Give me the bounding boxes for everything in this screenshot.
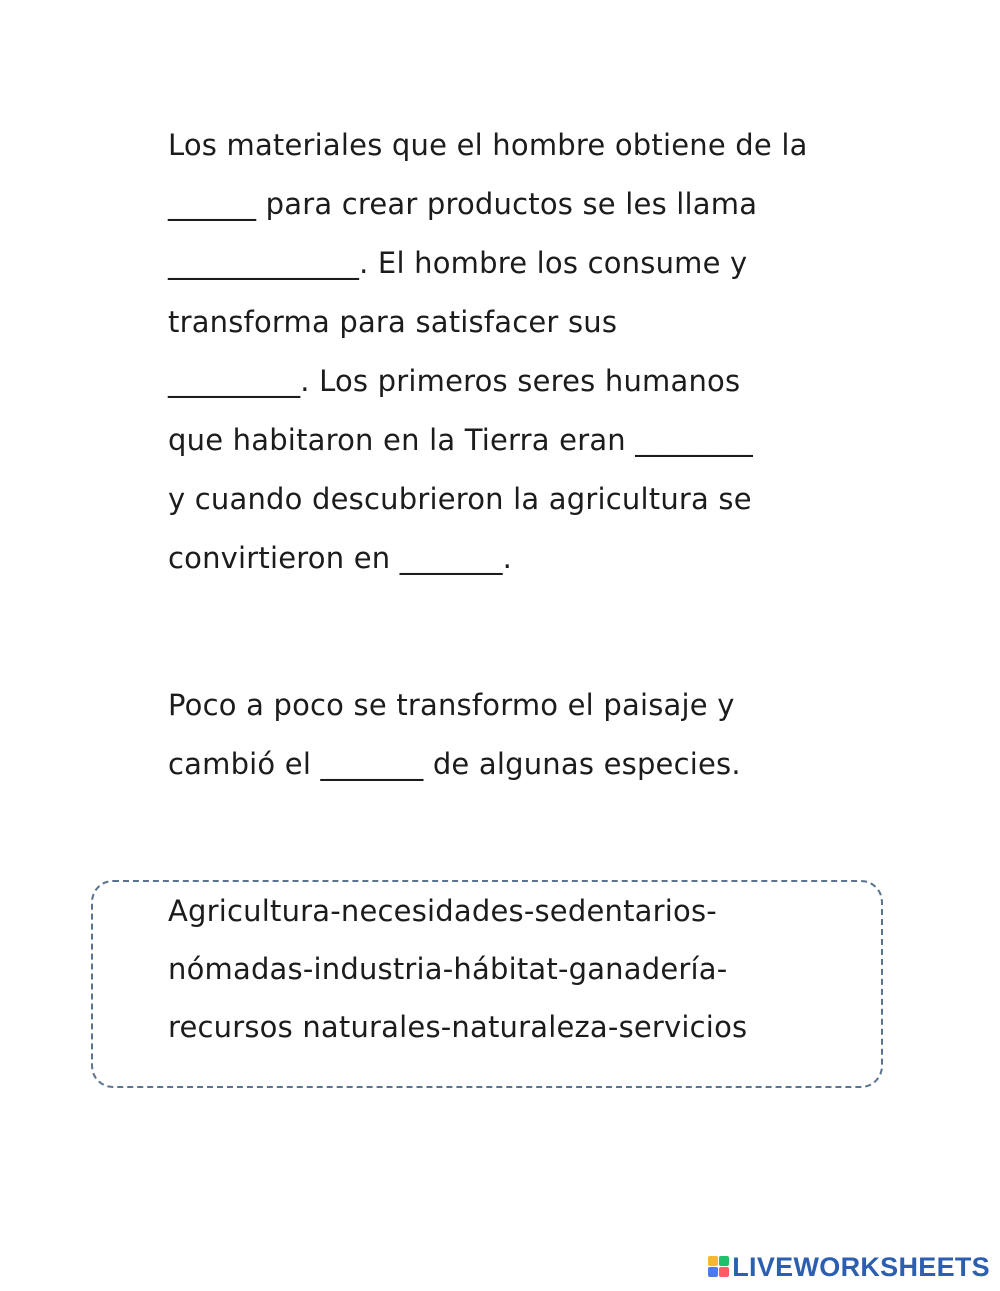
text-line: transforma para satisfacer sus [168,305,618,339]
text-line: _________. Los primeros seres humanos [168,364,741,398]
text-line: Los materiales que el hombre obtiene de la [168,128,808,162]
text-line: ______ para crear productos se les llama [168,187,758,221]
text-line: _____________. El hombre los consume y [168,246,748,280]
text-line: convirtieron en _______. [168,541,513,575]
brand-name: LIVEWORKSHEETS [732,1251,990,1282]
text-line: y cuando descubrieron la agricultura se [168,482,752,516]
text-line: cambió el _______ de algunas especies. [168,747,741,781]
paragraph-fill-in-blanks-1 [168,116,888,588]
liveworksheets-brand [708,1252,990,1282]
text-line: Poco a poco se transformo el paisaje y [168,688,735,722]
paragraph-fill-in-blanks-2 [168,676,888,794]
word-bank-text [168,880,868,1056]
liveworksheets-logo-icon [708,1256,730,1278]
word-bank-line: recursos naturales-naturaleza-servicios [168,1010,748,1044]
word-bank-line: nómadas-industria-hábitat-ganadería- [168,952,728,986]
word-bank-line: Agricultura-necesidades-sedentarios- [168,894,717,928]
text-line: que habitaron en la Tierra eran ________ [168,423,753,457]
